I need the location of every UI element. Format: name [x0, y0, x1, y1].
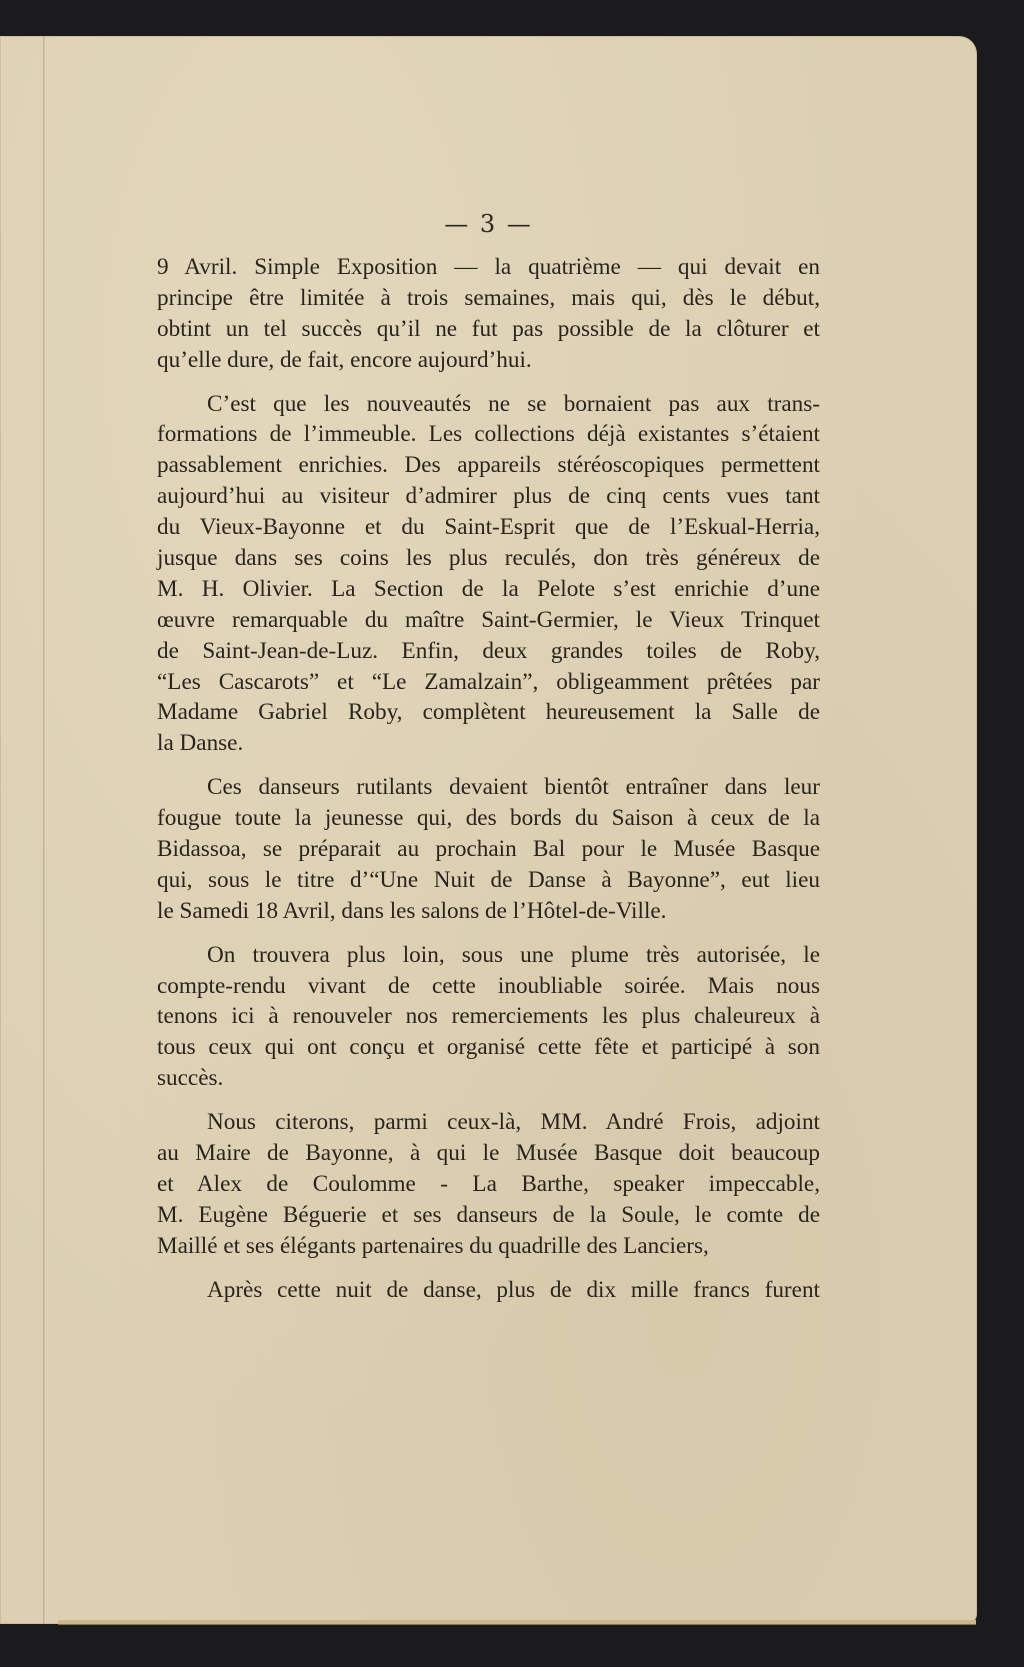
paragraph [157, 252, 820, 376]
text-line: Madame Gabriel Roby, complètent heureusement la Salle de [157, 699, 820, 726]
paragraph [157, 772, 820, 926]
text-line: au Maire de Bayonne, à qui le Musée Basque doit beaucoup [157, 1140, 820, 1167]
paragraph [157, 389, 820, 760]
text-line: qui, sous le titre d’“Une Nuit de Danse à Bayonne”, eut lieu [157, 866, 820, 893]
text-line: M. Eugène Béguerie et ses danseurs de la Soule, le comte de [157, 1201, 820, 1228]
text-line: obtint un tel succès qu’il ne fut pas possible de la clôturer et [157, 315, 820, 342]
text-line: C’est que les nouveautés ne se bornaient pas aux trans- [207, 390, 820, 417]
text-line: qu’elle dure, de fait, encore aujourd’hui. [157, 346, 532, 373]
body-text [157, 252, 820, 1319]
text-line: Après cette nuit de danse, plus de dix mille francs furent [207, 1276, 820, 1303]
text-line: du Vieux-Bayonne et du Saint-Esprit que de l’Eskual-Herria, [157, 514, 820, 541]
text-line: fougue toute la jeunesse qui, des bords du Saison à ceux de la [157, 805, 820, 832]
text-line: Ces danseurs rutilants devaient bientôt entraîner dans leur [207, 774, 820, 801]
text-line: On trouvera plus loin, sous une plume très autorisée, le [207, 941, 820, 968]
text-line: M. H. Olivier. La Section de la Pelote s’est enrichie d’une [157, 575, 820, 602]
text-line: succès. [157, 1065, 224, 1092]
text-line: 9 Avril. Simple Exposition — la quatrième — qui devait en [157, 254, 820, 280]
text-line: compte-rendu vivant de cette inoubliable soirée. Mais nous [157, 972, 820, 999]
text-line: formations de l’immeuble. Les collections déjà existantes s’étaient [157, 421, 820, 448]
text-line: Bidassoa, se préparait au prochain Bal pour le Musée Basque [157, 836, 820, 863]
text-line: le Samedi 18 Avril, dans les salons de l’Hôtel-de-Ville. [157, 897, 667, 924]
text-line: passablement enrichies. Des appareils stéréoscopiques permettent [157, 452, 820, 479]
text-line: Maillé et ses élégants partenaires du quadrille des Lanciers, [157, 1232, 709, 1259]
text-line: principe être limitée à trois semaines, mais qui, dès le début, [157, 284, 820, 311]
text-line: aujourd’hui au visiteur d’admirer plus de cinq cents vues tant [157, 483, 820, 510]
text-line: et Alex de Coulomme - La Barthe, speaker impeccable, [157, 1170, 820, 1197]
text-line: “Les Cascarots” et “Le Zamalzain”, obligeamment prêtées par [157, 668, 820, 695]
paragraph [157, 940, 820, 1094]
text-line: de Saint-Jean-de-Luz. Enfin, deux grandes toiles de Roby, [157, 637, 820, 664]
page-spine-fold [43, 36, 46, 1624]
text-line: tous ceux qui ont conçu et organisé cette fête et participé à son [157, 1034, 820, 1061]
paragraph [157, 1107, 820, 1261]
page-bottom-edge [58, 1620, 976, 1625]
text-line: Nous citerons, parmi ceux-là, MM. André Frois, adjoint [207, 1109, 820, 1136]
page-number: — 3 — [444, 210, 533, 238]
paragraph [157, 1275, 820, 1306]
text-line: jusque dans ses coins les plus reculés, don très généreux de [157, 545, 820, 572]
text-line: tenons ici à renouveler nos remerciements les plus chaleureux à [157, 1003, 820, 1030]
text-line: la Danse. [157, 730, 244, 757]
text-line: œuvre remarquable du maître Saint-Germier, le Vieux Trinquet [157, 606, 820, 633]
